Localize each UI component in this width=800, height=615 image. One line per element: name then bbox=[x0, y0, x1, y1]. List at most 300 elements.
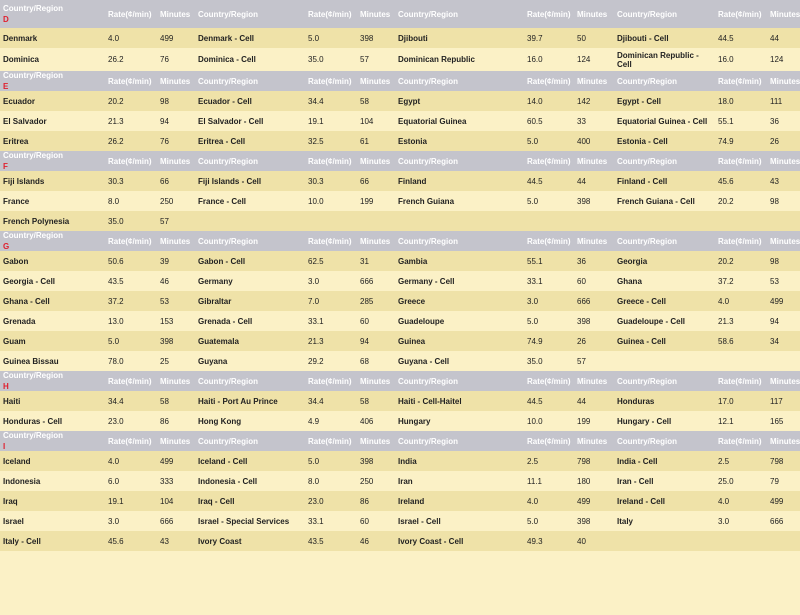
minutes-cell: 66 bbox=[157, 171, 195, 191]
country-cell: Hungary bbox=[395, 411, 524, 431]
country-cell: Guinea bbox=[395, 331, 524, 351]
country-cell: Equatorial Guinea - Cell bbox=[614, 111, 715, 131]
minutes-cell: 43 bbox=[157, 531, 195, 551]
rate-cell: 45.6 bbox=[105, 531, 157, 551]
rate-cell: 45.6 bbox=[715, 171, 767, 191]
minutes-cell: 666 bbox=[157, 511, 195, 531]
minutes-cell: 44 bbox=[574, 391, 614, 411]
country-cell: Germany bbox=[195, 271, 305, 291]
minutes-cell bbox=[767, 211, 800, 231]
header-country-label: Country/Region bbox=[3, 4, 63, 13]
country-cell: Estonia bbox=[395, 131, 524, 151]
header-country-label: Country/Region bbox=[398, 156, 458, 166]
country-cell: Grenada bbox=[0, 311, 105, 331]
rate-cell: 26.2 bbox=[105, 48, 157, 71]
table-row bbox=[0, 91, 800, 111]
minutes-cell: 26 bbox=[767, 131, 800, 151]
rate-cell bbox=[715, 531, 767, 551]
section-letter: I bbox=[3, 442, 6, 451]
header-country bbox=[614, 371, 715, 391]
table-row bbox=[0, 331, 800, 351]
rate-cell: 20.2 bbox=[105, 91, 157, 111]
country-cell: Haiti bbox=[0, 391, 105, 411]
rate-cell: 5.0 bbox=[305, 451, 357, 471]
country-cell: Iceland - Cell bbox=[195, 451, 305, 471]
rate-cell: 7.0 bbox=[305, 291, 357, 311]
minutes-cell: 58 bbox=[357, 91, 395, 111]
header-rate: Rate(¢/min) bbox=[524, 71, 574, 91]
minutes-cell: 43 bbox=[767, 171, 800, 191]
table-row bbox=[0, 491, 800, 511]
minutes-cell: 58 bbox=[357, 391, 395, 411]
rate-cell: 5.0 bbox=[524, 311, 574, 331]
minutes-cell: 111 bbox=[767, 91, 800, 111]
country-cell: Iraq - Cell bbox=[195, 491, 305, 511]
rate-cell: 19.1 bbox=[105, 491, 157, 511]
table-row bbox=[0, 271, 800, 291]
minutes-cell: 76 bbox=[157, 131, 195, 151]
rate-cell: 8.0 bbox=[105, 191, 157, 211]
header-minutes: Minutes bbox=[157, 371, 195, 391]
header-rate: Rate(¢/min) bbox=[715, 0, 767, 28]
header-country bbox=[0, 431, 105, 451]
country-cell: Eritrea bbox=[0, 131, 105, 151]
header-minutes: Minutes bbox=[574, 71, 614, 91]
rate-cell: 44.5 bbox=[524, 171, 574, 191]
table-row bbox=[0, 471, 800, 491]
country-cell: Gabon - Cell bbox=[195, 251, 305, 271]
section-header-d bbox=[0, 0, 800, 28]
country-cell: Eritrea - Cell bbox=[195, 131, 305, 151]
country-cell: Grenada - Cell bbox=[195, 311, 305, 331]
header-rate: Rate(¢/min) bbox=[524, 0, 574, 28]
minutes-cell: 40 bbox=[574, 531, 614, 551]
rate-cell: 20.2 bbox=[715, 191, 767, 211]
minutes-cell: 406 bbox=[357, 411, 395, 431]
header-rate: Rate(¢/min) bbox=[105, 371, 157, 391]
rate-cell: 21.3 bbox=[305, 331, 357, 351]
header-minutes: Minutes bbox=[357, 231, 395, 251]
header-minutes: Minutes bbox=[357, 71, 395, 91]
country-cell: Georgia bbox=[614, 251, 715, 271]
country-cell: Denmark - Cell bbox=[195, 28, 305, 48]
header-rate: Rate(¢/min) bbox=[305, 231, 357, 251]
rate-cell: 33.1 bbox=[524, 271, 574, 291]
header-country-label: Country/Region bbox=[617, 376, 677, 386]
rate-cell: 5.0 bbox=[524, 511, 574, 531]
minutes-cell: 104 bbox=[157, 491, 195, 511]
country-cell: Italy bbox=[614, 511, 715, 531]
header-country bbox=[614, 431, 715, 451]
minutes-cell: 142 bbox=[574, 91, 614, 111]
country-cell: Finland - Cell bbox=[614, 171, 715, 191]
rate-cell: 4.0 bbox=[105, 451, 157, 471]
rate-cell: 16.0 bbox=[715, 48, 767, 71]
header-country bbox=[195, 0, 305, 28]
header-country bbox=[195, 231, 305, 251]
header-country-label: Country/Region bbox=[398, 236, 458, 246]
country-cell: Ireland bbox=[395, 491, 524, 511]
section-letter: E bbox=[3, 82, 9, 91]
minutes-cell: 666 bbox=[357, 271, 395, 291]
country-cell: Hungary - Cell bbox=[614, 411, 715, 431]
header-country bbox=[195, 71, 305, 91]
table-row bbox=[0, 48, 800, 71]
table-row bbox=[0, 511, 800, 531]
section-letter: F bbox=[3, 162, 8, 171]
header-country-label: Country/Region bbox=[198, 76, 258, 86]
minutes-cell: 46 bbox=[357, 531, 395, 551]
minutes-cell: 36 bbox=[767, 111, 800, 131]
minutes-cell: 98 bbox=[157, 91, 195, 111]
header-country bbox=[0, 231, 105, 251]
rate-cell: 44.5 bbox=[524, 391, 574, 411]
country-cell: Estonia - Cell bbox=[614, 131, 715, 151]
header-country-label: Country/Region bbox=[3, 371, 63, 380]
header-rate: Rate(¢/min) bbox=[715, 371, 767, 391]
rate-cell: 21.3 bbox=[715, 311, 767, 331]
rate-cell: 3.0 bbox=[524, 291, 574, 311]
header-country-label: Country/Region bbox=[398, 376, 458, 386]
minutes-cell: 117 bbox=[767, 391, 800, 411]
country-cell: Djibouti bbox=[395, 28, 524, 48]
minutes-cell: 76 bbox=[157, 48, 195, 71]
table-row bbox=[0, 191, 800, 211]
header-minutes: Minutes bbox=[767, 0, 800, 28]
rate-cell: 33.1 bbox=[305, 311, 357, 331]
country-cell: French Polynesia bbox=[0, 211, 105, 231]
header-rate: Rate(¢/min) bbox=[715, 151, 767, 171]
country-cell: Iceland bbox=[0, 451, 105, 471]
table-row bbox=[0, 391, 800, 411]
country-cell: Honduras - Cell bbox=[0, 411, 105, 431]
header-country bbox=[614, 231, 715, 251]
rate-cell: 33.1 bbox=[305, 511, 357, 531]
header-country-label: Country/Region bbox=[198, 156, 258, 166]
section-header-f bbox=[0, 151, 800, 171]
rate-cell: 5.0 bbox=[524, 131, 574, 151]
table-row bbox=[0, 531, 800, 551]
header-minutes: Minutes bbox=[767, 151, 800, 171]
rate-cell: 25.0 bbox=[715, 471, 767, 491]
country-cell: Equatorial Guinea bbox=[395, 111, 524, 131]
rate-cell: 17.0 bbox=[715, 391, 767, 411]
minutes-cell: 60 bbox=[574, 271, 614, 291]
rate-cell: 30.3 bbox=[305, 171, 357, 191]
country-cell: India bbox=[395, 451, 524, 471]
country-cell bbox=[614, 351, 715, 371]
country-cell: Ireland - Cell bbox=[614, 491, 715, 511]
table-row bbox=[0, 451, 800, 471]
country-cell: Honduras bbox=[614, 391, 715, 411]
header-country bbox=[395, 231, 524, 251]
minutes-cell: 33 bbox=[574, 111, 614, 131]
header-country bbox=[395, 71, 524, 91]
country-cell: Finland bbox=[395, 171, 524, 191]
header-rate: Rate(¢/min) bbox=[715, 231, 767, 251]
header-rate: Rate(¢/min) bbox=[105, 151, 157, 171]
header-minutes: Minutes bbox=[157, 0, 195, 28]
minutes-cell: 398 bbox=[357, 28, 395, 48]
minutes-cell: 53 bbox=[767, 271, 800, 291]
country-cell: El Salvador bbox=[0, 111, 105, 131]
header-country-label: Country/Region bbox=[198, 376, 258, 386]
rate-cell: 3.0 bbox=[305, 271, 357, 291]
rate-cell: 13.0 bbox=[105, 311, 157, 331]
country-cell: Indonesia - Cell bbox=[195, 471, 305, 491]
rate-cell: 4.0 bbox=[105, 28, 157, 48]
rate-cell: 4.0 bbox=[524, 491, 574, 511]
minutes-cell: 53 bbox=[157, 291, 195, 311]
country-cell: Georgia - Cell bbox=[0, 271, 105, 291]
minutes-cell: 50 bbox=[574, 28, 614, 48]
country-cell: Israel bbox=[0, 511, 105, 531]
header-minutes: Minutes bbox=[357, 431, 395, 451]
header-country bbox=[195, 151, 305, 171]
country-cell: Iraq bbox=[0, 491, 105, 511]
minutes-cell: 60 bbox=[357, 511, 395, 531]
header-minutes: Minutes bbox=[574, 151, 614, 171]
country-cell: Ecuador bbox=[0, 91, 105, 111]
header-country-label: Country/Region bbox=[398, 9, 458, 19]
header-country-label: Country/Region bbox=[617, 156, 677, 166]
minutes-cell: 666 bbox=[574, 291, 614, 311]
country-cell: Djibouti - Cell bbox=[614, 28, 715, 48]
header-minutes: Minutes bbox=[157, 151, 195, 171]
minutes-cell: 61 bbox=[357, 131, 395, 151]
header-minutes: Minutes bbox=[767, 371, 800, 391]
header-minutes: Minutes bbox=[357, 371, 395, 391]
minutes-cell bbox=[574, 211, 614, 231]
section-letter: G bbox=[3, 242, 10, 251]
header-minutes: Minutes bbox=[574, 371, 614, 391]
country-cell: French Guiana - Cell bbox=[614, 191, 715, 211]
section-header-i bbox=[0, 431, 800, 451]
rate-cell: 10.0 bbox=[305, 191, 357, 211]
country-cell: Indonesia bbox=[0, 471, 105, 491]
header-minutes: Minutes bbox=[574, 0, 614, 28]
minutes-cell: 58 bbox=[157, 391, 195, 411]
minutes-cell: 57 bbox=[574, 351, 614, 371]
minutes-cell bbox=[357, 211, 395, 231]
header-minutes: Minutes bbox=[574, 431, 614, 451]
rate-cell: 74.9 bbox=[524, 331, 574, 351]
header-minutes: Minutes bbox=[157, 431, 195, 451]
country-cell: Iran - Cell bbox=[614, 471, 715, 491]
header-minutes: Minutes bbox=[157, 71, 195, 91]
rate-cell bbox=[715, 211, 767, 231]
rate-cell: 2.5 bbox=[524, 451, 574, 471]
rate-cell: 5.0 bbox=[105, 331, 157, 351]
minutes-cell: 39 bbox=[157, 251, 195, 271]
country-cell: Guinea - Cell bbox=[614, 331, 715, 351]
country-cell: Dominican Republic bbox=[395, 48, 524, 71]
rate-cell: 19.1 bbox=[305, 111, 357, 131]
header-minutes: Minutes bbox=[574, 231, 614, 251]
rate-cell: 74.9 bbox=[715, 131, 767, 151]
header-country-label: Country/Region bbox=[3, 71, 63, 80]
table-row bbox=[0, 171, 800, 191]
header-country bbox=[395, 151, 524, 171]
minutes-cell: 180 bbox=[574, 471, 614, 491]
minutes-cell: 285 bbox=[357, 291, 395, 311]
section-letter: D bbox=[3, 15, 9, 24]
rate-cell: 4.0 bbox=[715, 491, 767, 511]
header-rate: Rate(¢/min) bbox=[524, 371, 574, 391]
header-country-label: Country/Region bbox=[198, 236, 258, 246]
country-cell: Fiji Islands - Cell bbox=[195, 171, 305, 191]
header-country-label: Country/Region bbox=[198, 9, 258, 19]
country-cell: Ghana - Cell bbox=[0, 291, 105, 311]
country-cell: Greece - Cell bbox=[614, 291, 715, 311]
minutes-cell: 398 bbox=[574, 191, 614, 211]
minutes-cell: 499 bbox=[157, 451, 195, 471]
country-cell: Ivory Coast bbox=[195, 531, 305, 551]
header-rate: Rate(¢/min) bbox=[524, 431, 574, 451]
header-country bbox=[614, 0, 715, 28]
country-cell bbox=[614, 211, 715, 231]
country-cell: Guam bbox=[0, 331, 105, 351]
header-rate: Rate(¢/min) bbox=[715, 71, 767, 91]
minutes-cell: 25 bbox=[157, 351, 195, 371]
minutes-cell: 104 bbox=[357, 111, 395, 131]
rate-cell bbox=[305, 211, 357, 231]
minutes-cell: 499 bbox=[574, 491, 614, 511]
minutes-cell: 94 bbox=[157, 111, 195, 131]
country-cell bbox=[395, 211, 524, 231]
minutes-cell: 124 bbox=[767, 48, 800, 71]
rate-cell: 16.0 bbox=[524, 48, 574, 71]
country-cell: Dominica - Cell bbox=[195, 48, 305, 71]
header-country bbox=[0, 371, 105, 391]
minutes-cell: 165 bbox=[767, 411, 800, 431]
rate-cell: 50.6 bbox=[105, 251, 157, 271]
rate-cell: 11.1 bbox=[524, 471, 574, 491]
rate-cell: 34.4 bbox=[305, 91, 357, 111]
minutes-cell: 398 bbox=[574, 311, 614, 331]
header-country bbox=[0, 151, 105, 171]
rate-cell: 58.6 bbox=[715, 331, 767, 351]
country-cell: Iran bbox=[395, 471, 524, 491]
header-minutes: Minutes bbox=[357, 0, 395, 28]
rate-cell: 37.2 bbox=[715, 271, 767, 291]
minutes-cell: 60 bbox=[357, 311, 395, 331]
header-minutes: Minutes bbox=[767, 431, 800, 451]
header-country-label: Country/Region bbox=[3, 151, 63, 160]
country-cell: Israel - Special Services bbox=[195, 511, 305, 531]
country-cell: Haiti - Cell-Haitel bbox=[395, 391, 524, 411]
table-row bbox=[0, 111, 800, 131]
country-cell: French Guiana bbox=[395, 191, 524, 211]
country-cell: Guatemala bbox=[195, 331, 305, 351]
header-country-label: Country/Region bbox=[617, 236, 677, 246]
rate-cell: 37.2 bbox=[105, 291, 157, 311]
country-cell: Gibraltar bbox=[195, 291, 305, 311]
minutes-cell: 94 bbox=[767, 311, 800, 331]
minutes-cell: 86 bbox=[357, 491, 395, 511]
table-row bbox=[0, 251, 800, 271]
table-row bbox=[0, 351, 800, 371]
rate-cell: 43.5 bbox=[305, 531, 357, 551]
rate-cell: 44.5 bbox=[715, 28, 767, 48]
header-country bbox=[0, 71, 105, 91]
rate-cell: 4.9 bbox=[305, 411, 357, 431]
table-row bbox=[0, 411, 800, 431]
rate-cell: 78.0 bbox=[105, 351, 157, 371]
header-country bbox=[395, 371, 524, 391]
country-cell: Fiji Islands bbox=[0, 171, 105, 191]
minutes-cell: 398 bbox=[157, 331, 195, 351]
header-country bbox=[195, 431, 305, 451]
rate-cell: 5.0 bbox=[305, 28, 357, 48]
minutes-cell: 57 bbox=[357, 48, 395, 71]
minutes-cell: 44 bbox=[767, 28, 800, 48]
minutes-cell: 250 bbox=[157, 191, 195, 211]
minutes-cell: 68 bbox=[357, 351, 395, 371]
rate-cell: 29.2 bbox=[305, 351, 357, 371]
country-cell: Denmark bbox=[0, 28, 105, 48]
rate-cell: 8.0 bbox=[305, 471, 357, 491]
minutes-cell: 98 bbox=[767, 191, 800, 211]
table-row bbox=[0, 291, 800, 311]
header-rate: Rate(¢/min) bbox=[305, 151, 357, 171]
rate-cell: 35.0 bbox=[524, 351, 574, 371]
header-country-label: Country/Region bbox=[3, 431, 63, 440]
header-rate: Rate(¢/min) bbox=[105, 71, 157, 91]
header-rate: Rate(¢/min) bbox=[524, 231, 574, 251]
minutes-cell: 499 bbox=[767, 491, 800, 511]
header-country-label: Country/Region bbox=[398, 76, 458, 86]
country-cell: Guyana bbox=[195, 351, 305, 371]
country-cell: Guadeloupe bbox=[395, 311, 524, 331]
header-country bbox=[195, 371, 305, 391]
minutes-cell: 26 bbox=[574, 331, 614, 351]
minutes-cell: 34 bbox=[767, 331, 800, 351]
country-cell: Ghana bbox=[614, 271, 715, 291]
header-country-label: Country/Region bbox=[398, 436, 458, 446]
header-country bbox=[614, 151, 715, 171]
header-rate: Rate(¢/min) bbox=[105, 231, 157, 251]
rate-cell: 14.0 bbox=[524, 91, 574, 111]
rate-cell: 6.0 bbox=[105, 471, 157, 491]
minutes-cell: 798 bbox=[574, 451, 614, 471]
country-cell: Egypt - Cell bbox=[614, 91, 715, 111]
rate-cell: 12.1 bbox=[715, 411, 767, 431]
header-minutes: Minutes bbox=[767, 231, 800, 251]
header-rate: Rate(¢/min) bbox=[524, 151, 574, 171]
minutes-cell: 199 bbox=[574, 411, 614, 431]
country-cell: Guadeloupe - Cell bbox=[614, 311, 715, 331]
section-letter: H bbox=[3, 382, 9, 391]
rate-cell: 60.5 bbox=[524, 111, 574, 131]
country-cell: Dominican Republic - Cell bbox=[614, 48, 715, 71]
country-cell: France - Cell bbox=[195, 191, 305, 211]
rate-cell: 4.0 bbox=[715, 291, 767, 311]
minutes-cell: 199 bbox=[357, 191, 395, 211]
minutes-cell: 400 bbox=[574, 131, 614, 151]
country-cell: Hong Kong bbox=[195, 411, 305, 431]
header-rate: Rate(¢/min) bbox=[305, 0, 357, 28]
header-country-label: Country/Region bbox=[198, 436, 258, 446]
section-header-g bbox=[0, 231, 800, 251]
header-minutes: Minutes bbox=[157, 231, 195, 251]
rate-cell: 34.4 bbox=[105, 391, 157, 411]
country-cell: Gambia bbox=[395, 251, 524, 271]
header-rate: Rate(¢/min) bbox=[305, 371, 357, 391]
country-cell bbox=[614, 531, 715, 551]
minutes-cell: 57 bbox=[157, 211, 195, 231]
rate-cell: 30.3 bbox=[105, 171, 157, 191]
